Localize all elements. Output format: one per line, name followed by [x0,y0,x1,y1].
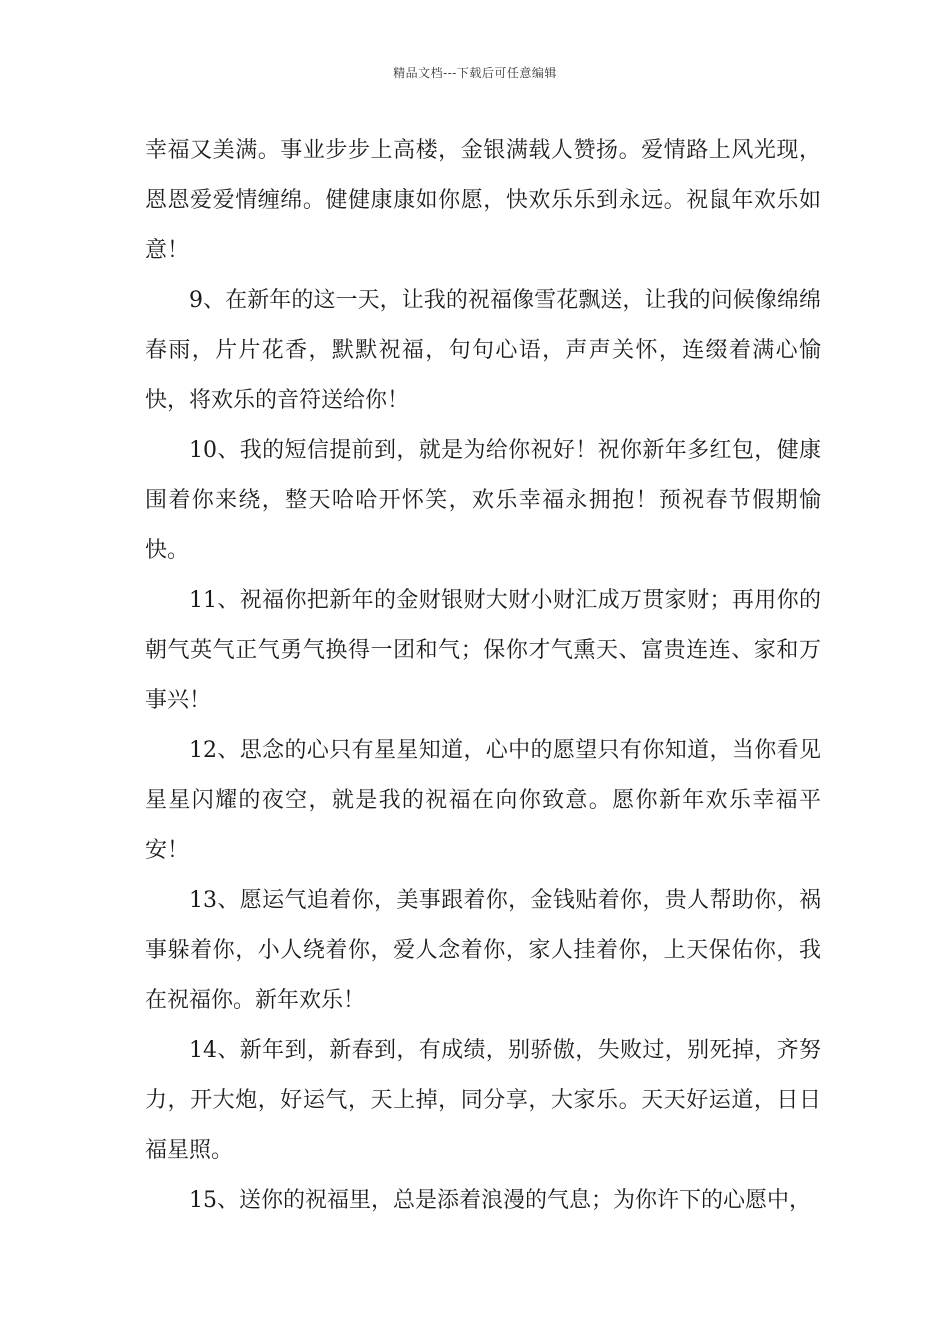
paragraph-13: 13、愿运气追着你，美事跟着你，金钱贴着你，贵人帮助你，祸事躲着你，小人绕着你，爱人念着你，家人挂着你，上天保佑你，我在祝福你。新年欢乐！ [145,888,821,1013]
document-body [145,126,821,1226]
page-header: 精品文档---下载后可任意编辑 [393,66,557,80]
paragraph-9: 9、在新年的这一天，让我的祝福像雪花飘送，让我的问候像绵绵春雨，片片花香，默默祝福，句句心语，声声关怀，连缀着满心愉快，将欢乐的音符送给你！ [145,288,821,413]
paragraph-14: 14、新年到，新春到，有成绩，别骄傲，失败过，别死掉，齐努力，开大炮，好运气，天上掉，同分享，大家乐。天天好运道，日日福星照。 [145,1038,821,1163]
paragraph-15: 15、送你的祝福里，总是添着浪漫的气息；为你许下的心愿中， [189,1188,811,1213]
paragraph-10: 10、我的短信提前到，就是为给你祝好！祝你新年多红包，健康围着你来绕，整天哈哈开怀笑，欢乐幸福永拥抱！预祝春节假期愉快。 [145,438,821,563]
paragraph-12: 12、思念的心只有星星知道，心中的愿望只有你知道，当你看见星星闪耀的夜空，就是我的祝福在向你致意。愿你新年欢乐幸福平安！ [145,738,821,863]
paragraph-11: 11、祝福你把新年的金财银财大财小财汇成万贯家财；再用你的朝气英气正气勇气换得一团和气；保你才气熏天、富贵连连、家和万事兴！ [145,588,821,713]
paragraph-continued: 幸福又美满。事业步步上高楼，金银满载人赞扬。爱情路上风光现，恩恩爱爱情缠绵。健健康康如你愿，快欢乐乐到永远。祝鼠年欢乐如意！ [145,138,821,263]
